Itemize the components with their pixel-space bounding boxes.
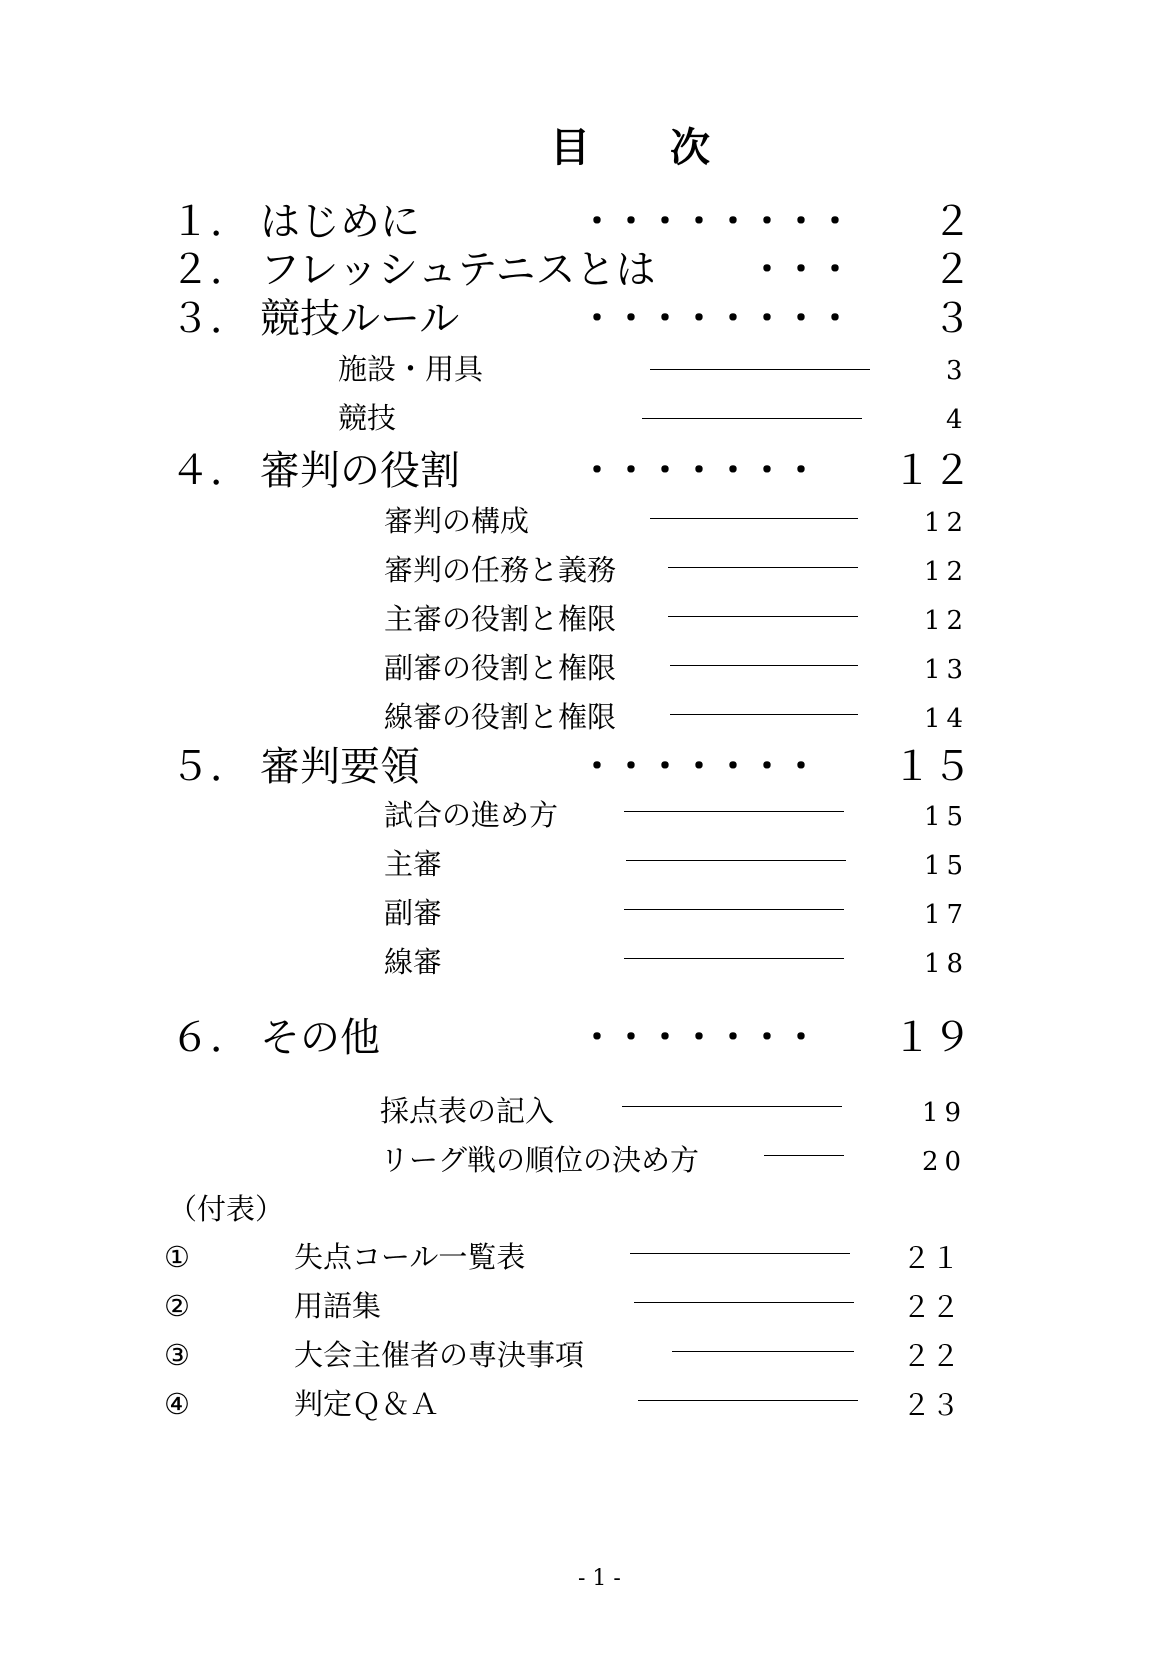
- subsection-title: 競技: [338, 401, 397, 435]
- leader-line: [642, 418, 862, 419]
- appendix-page: ２２: [902, 1339, 961, 1373]
- appendix-mark: ④: [164, 1387, 190, 1421]
- section-page: ２: [932, 199, 972, 245]
- subsection-title: 審判の任務と義務: [384, 553, 617, 587]
- subsection-title: 線審の役割と権限: [384, 700, 617, 734]
- subsection-page: 12: [924, 557, 970, 587]
- subsection-page: 19: [922, 1098, 968, 1128]
- leader-line: [670, 665, 858, 666]
- leader-line: [670, 714, 858, 715]
- subsection-page: 15: [924, 802, 970, 832]
- section-number: ６．: [170, 1015, 250, 1061]
- subsection-title: 採点表の記入: [380, 1094, 555, 1128]
- leader-line: [764, 1155, 844, 1156]
- section-title: はじめに: [260, 199, 420, 245]
- section-page: １９: [892, 1015, 972, 1061]
- section-title: 審判の役割: [260, 448, 460, 494]
- subsection-page: 18: [924, 949, 970, 979]
- subsection-title: 試合の進め方: [384, 798, 559, 832]
- leader-line: [668, 567, 858, 568]
- section-number: １．: [170, 199, 250, 245]
- appendix-title: 失点コール一覧表: [294, 1240, 526, 1274]
- section-title: フレッシュテニスとは: [260, 247, 656, 293]
- subsection-page: 15: [924, 851, 970, 881]
- subsection-page: 4: [946, 405, 963, 435]
- section-title: 審判要領: [260, 744, 420, 790]
- subsection-title: 主審の役割と権限: [384, 602, 617, 636]
- dot-leader: ・・・: [750, 250, 852, 290]
- section-page: ２: [932, 247, 972, 293]
- leader-line: [630, 1253, 850, 1254]
- section-page: １５: [892, 744, 972, 790]
- leader-line: [624, 909, 844, 910]
- subsection-page: 14: [924, 704, 970, 734]
- subsection-title: 主審: [384, 847, 443, 881]
- subsection-page: 3: [946, 356, 963, 386]
- appendix-page: ２３: [902, 1388, 961, 1422]
- section-page: １２: [892, 448, 972, 494]
- subsection-page: 17: [924, 900, 970, 930]
- appendix-mark: ③: [164, 1338, 190, 1372]
- subsection-title: 審判の構成: [384, 504, 530, 538]
- leader-line: [634, 1302, 854, 1303]
- subsection-title: 副審: [384, 896, 443, 930]
- section-number: ２．: [170, 247, 250, 293]
- section-number: ５．: [170, 744, 250, 790]
- section-title: 競技ルール: [260, 296, 460, 342]
- section-title: その他: [260, 1015, 380, 1061]
- leader-line: [672, 1351, 854, 1352]
- leader-line: [668, 616, 858, 617]
- subsection-page: 12: [924, 508, 970, 538]
- appendix-page: ２２: [902, 1290, 961, 1324]
- appendix-mark: ②: [164, 1289, 190, 1323]
- dot-leader: ・・・・・・・・: [580, 202, 852, 242]
- leader-line: [650, 369, 870, 370]
- section-number: ３．: [170, 296, 250, 342]
- appendix-mark: ①: [164, 1240, 190, 1274]
- subsection-title: リーグ戦の順位の決め方: [380, 1143, 700, 1177]
- subsection-title: 施設・用具: [338, 352, 484, 386]
- subsection-page: 13: [924, 655, 970, 685]
- leader-line: [622, 1106, 842, 1107]
- dot-leader: ・・・・・・・: [580, 747, 818, 787]
- section-number: ４．: [170, 448, 250, 494]
- page-title: 目 次: [550, 124, 730, 171]
- subsection-title: 副審の役割と権限: [384, 651, 617, 685]
- appendix-title: 判定Ｑ＆Ａ: [294, 1387, 440, 1421]
- page-number: - 1 -: [578, 1566, 621, 1591]
- dot-leader: ・・・・・・・: [580, 1018, 818, 1058]
- dot-leader: ・・・・・・・: [580, 451, 818, 491]
- dot-leader: ・・・・・・・・: [580, 299, 852, 339]
- subsection-page: 12: [924, 606, 970, 636]
- appendix-title: 大会主催者の専決事項: [294, 1338, 585, 1372]
- subsection-title: 線審: [384, 945, 443, 979]
- leader-line: [626, 860, 846, 861]
- appendix-page: ２１: [902, 1241, 961, 1275]
- section-page: ３: [932, 296, 972, 342]
- leader-line: [624, 958, 844, 959]
- leader-line: [624, 811, 844, 812]
- subsection-page: 20: [922, 1147, 968, 1177]
- appendix-title: 用語集: [294, 1289, 382, 1323]
- leader-line: [650, 518, 858, 519]
- appendix-heading: （付表）: [168, 1192, 285, 1226]
- leader-line: [638, 1400, 858, 1401]
